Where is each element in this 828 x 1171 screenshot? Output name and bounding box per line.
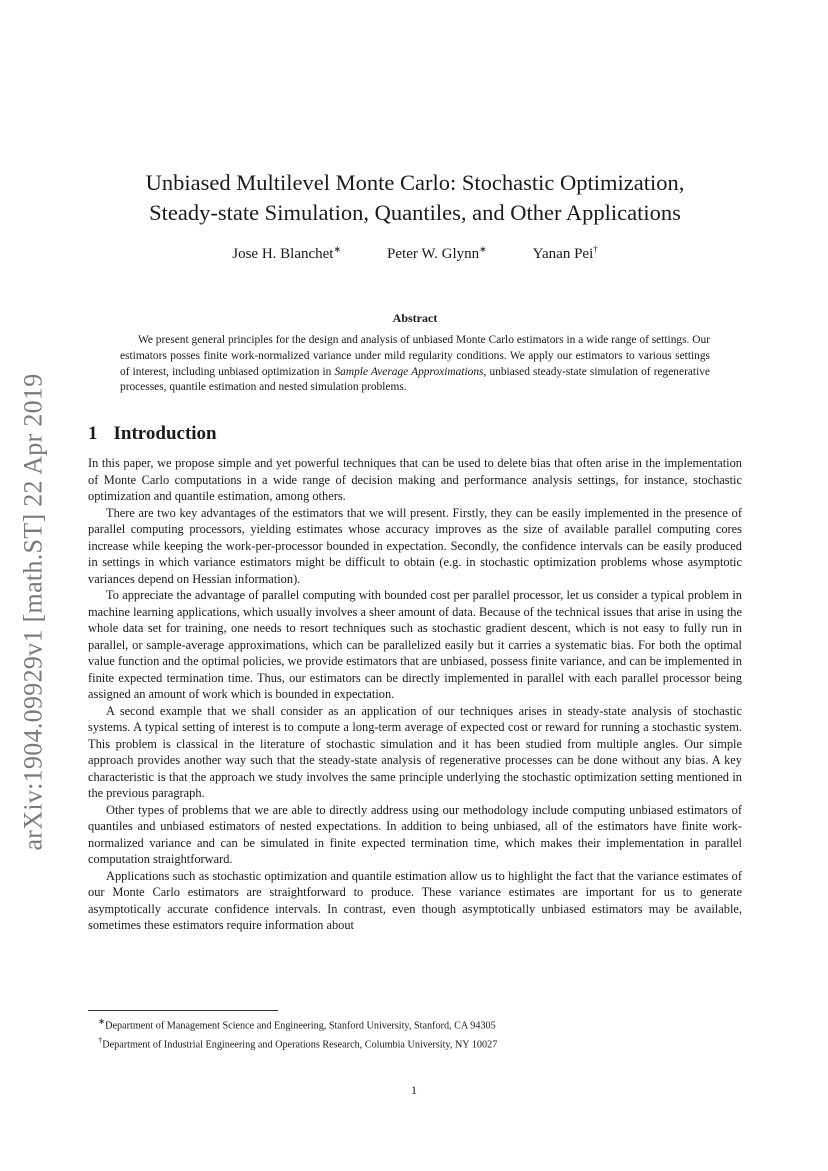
page-number: 1: [411, 1083, 417, 1097]
paper-title: [88, 168, 742, 228]
paragraph: There are two key advantages of the estimators that we will present. Firstly, they can be easily implemented in the presence of parallel computing processors, yielding estimates whose accuracy improves as the size of available parallel computing cores increase while keeping the work-per-processor bounded in expectation. Secondly, the confidence intervals can be easily produced in settings in which variance estimators might be difficult to obtain (e.g. in stochastic optimization problems whose asymptotic variances depend on Hessian information).: [88, 505, 742, 586]
section-number: 1: [88, 423, 98, 445]
paragraph: A second example that we shall consider as an application of our techniques arises in steady-state analysis of stochastic systems. A typical setting of interest is to compute a long-term average of expected cost or reward for running a stochastic system. This problem is classical in the literature of stochastic simulation and it has been studied from multiple angles. Our simple approach provides another way such that the steady-state analysis of regenerative processes can be done without any bias. A key characteristic is that the approach we study involves the same principle underlying the stochastic optimization setting mentioned in the previous paragraph.: [88, 703, 742, 801]
paragraph: Other types of problems that we are able to directly address using our methodology include computing unbiased estimators of quantiles and unbiased estimators of nested expectations. In addition to being unbiased, all of the estimators have finite work-normalized variance and can be simulated in finite expected termination time, which makes their implementation in parallel computation straightforward.: [88, 802, 742, 867]
author: Jose H. Blanchet∗: [232, 244, 342, 262]
author: Peter W. Glynn∗: [387, 244, 487, 262]
author-list: [88, 244, 742, 263]
footnotes: [88, 1010, 742, 1053]
title-line-1: Unbiased Multilevel Monte Carlo: Stochastic Optimization,: [145, 170, 685, 195]
section-heading: [88, 423, 742, 445]
abstract-heading: Abstract: [392, 311, 438, 325]
section-title: Introduction: [113, 423, 217, 445]
paper-body: [88, 168, 742, 934]
footnote: ∗Department of Management Science and Engineering, Stanford University, Stanford, CA 94305: [98, 1016, 496, 1032]
arxiv-identifier: arXiv:1904.09929v1 [math.ST] 22 Apr 2019: [19, 373, 49, 851]
paragraph: Applications such as stochastic optimization and quantile estimation allow us to highlight the fact that the variance estimates of our Monte Carlo estimators are straightforward to produce. These variance estimates are important for us to generate asymptotically accurate confidence intervals. In contrast, even though asymptotically unbiased estimators may be available, sometimes these estimators require information about: [88, 868, 742, 933]
author: Yanan Pei†: [532, 244, 598, 262]
paragraph: To appreciate the advantage of parallel computing with bounded cost per parallel processor, let us consider a typical problem in machine learning applications, which usually involves a sheer amount of data. Because of the technical issues that arise in using the whole data set for training, one needs to resort techniques such as stochastic gradient descent, which is not easy to fully run in parallel, or sample-average approximations, which can be parallelized easily but it carries a systematic bias. For both the optimal value function and the optimal policies, we provide estimators that are unbiased, possess finite variance, and can be implemented in finite expected termination time. Thus, our estimators can be directly implemented in parallel with each parallel processor being assigned an amount of work which is bounded in expectation.: [88, 588, 742, 702]
paragraph: In this paper, we propose simple and yet powerful techniques that can be used to delete bias that often arise in the implementation of Monte Carlo computations in a wide range of decision making and performance analysis settings, for instance, stochastic optimization and quantile estimation, among others.: [88, 456, 742, 504]
abstract-text: We present general principles for the design and analysis of unbiased Monte Carlo estimators in a wide range of settings. Our estimators posses finite work-normalized variance under mild regularity conditions. We apply our estimators to various settings of interest, including unbiased optimization in Sample Average Approximations, unbiased steady-state simulation of regenerative processes, quantile estimation and nested simulation problems.: [120, 334, 710, 394]
footnote-rule: [88, 1010, 278, 1011]
title-line-2: Steady-state Simulation, Quantiles, and Other Applications: [149, 200, 681, 225]
footnote: †Department of Industrial Engineering and Operations Research, Columbia University, NY 10027: [98, 1035, 498, 1051]
arxiv-sidebar: [14, 352, 54, 872]
